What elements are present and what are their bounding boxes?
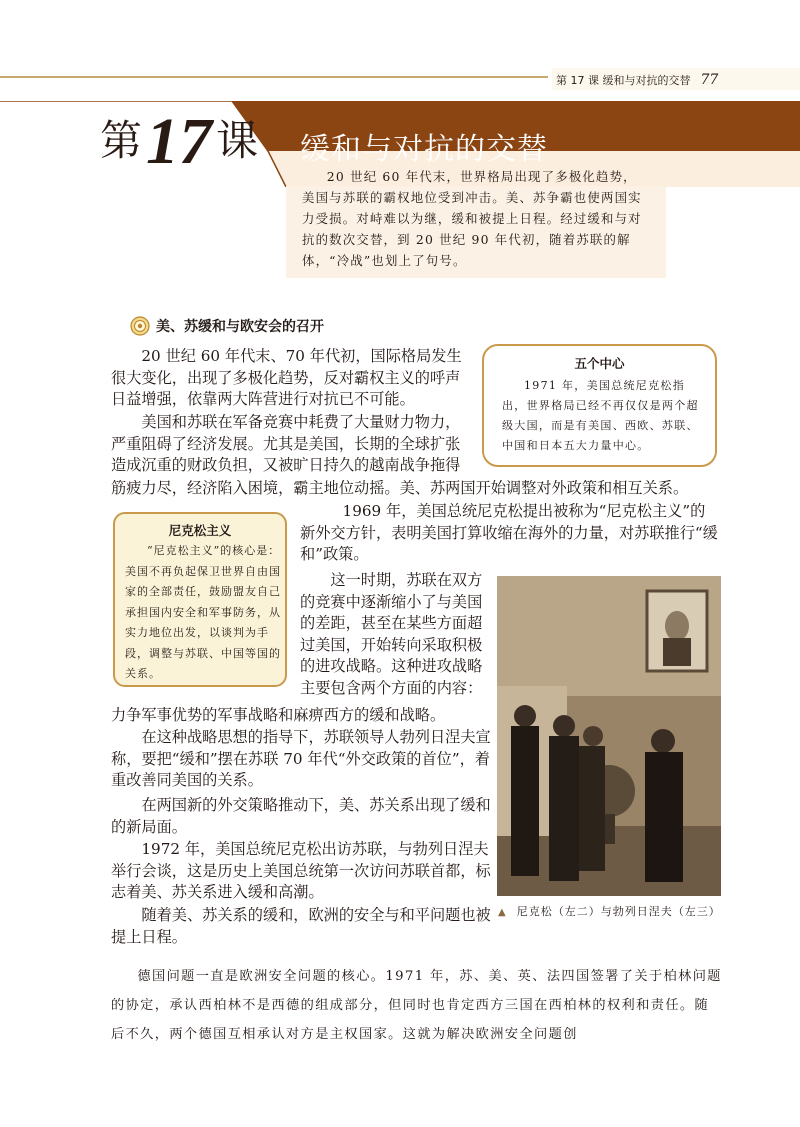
paragraph: 随着美、苏关系的缓和，欧洲的安全与和平问题也被提上日程。	[111, 906, 491, 946]
sidebar-title: 五个中心	[574, 356, 625, 371]
paragraph: 筋疲力尽，经济陷入困境，霸主地位动摇。美、苏两国开始调整对外政策和相互关系。	[111, 479, 689, 497]
paragraph: 美国和苏联在军备竞赛中耗费了大量财力物力，严重阻碍了经济发展。尤其是美国，长期的全球扩张造成沉重的财政负担，又被旷日持久的越南战争拖得	[111, 413, 461, 474]
lesson-prefix: 第	[100, 116, 143, 165]
photo-caption	[498, 903, 721, 919]
paragraph: 1969 年，美国总统尼克松提出被称为“尼克松主义”的新外交方针，表明美国打算收缩在海外的力量，对苏联推行“缓和”政策。	[300, 502, 718, 563]
lesson-title: 缓和与对抗的交替	[300, 132, 548, 167]
header-rule	[0, 76, 548, 78]
running-header	[552, 68, 800, 90]
intro-text: 20 世纪 60 年代末，世界格局出现了多极化趋势，美国与苏联的霸权地位受到冲击。美、苏争霸也使两国实力受损。对峙难以为继，缓和被提上日程。经过缓和与对抗的数次交替，到 20 世纪 90 年代初，随着苏联的解体，“冷战”也划上了句号。	[302, 169, 642, 268]
sidebar-nixon-doctrine	[113, 512, 287, 687]
caption-marker-icon: ▲	[498, 907, 507, 918]
sidebar-title: 尼克松主义	[168, 523, 232, 538]
paragraph: 1972 年，美国总统尼克松出访苏联，与勃列日涅夫举行会谈，这是历史上美国总统第一次访问苏联首都，标志着美、苏关系进入缓和高潮。	[111, 840, 491, 901]
lesson-number-value: 17	[146, 105, 213, 178]
historical-photo	[497, 576, 721, 896]
section-heading-text: 美、苏缓和与欧安会的召开	[156, 319, 324, 335]
paragraph: 在两国新的外交策略推动下，美、苏关系出现了缓和的新局面。	[111, 796, 491, 836]
paragraph: 德国问题一直是欧洲安全问题的核心。1971 年，苏、美、英、法四国签署了关于柏林问题的协定，承认西柏林不是西德的组成部分，但同时也肯定西方三国在西柏林的权利和责任。随后不久，两个德国互相承认对方是主权国家。这就为解决欧洲安全问题创	[111, 969, 722, 1042]
caption-text: 尼克松（左二）与勃列日涅夫（左三）	[516, 905, 721, 918]
paragraph: 力争军事优势的军事战略和麻痹西方的缓和战略。	[111, 706, 446, 724]
lesson-number	[100, 104, 259, 178]
lesson-reference: 第 17 课 缓和与对抗的交替	[556, 74, 691, 87]
lesson-suffix: 课	[216, 116, 259, 165]
sidebar-five-centers	[482, 344, 717, 467]
paragraph: 20 世纪 60 年代末、70 年代初，国际格局发生很大变化，出现了多极化趋势，反对霸权主义的呼声日益增强，依靠两大阵营进行对抗已不可能。	[111, 347, 462, 408]
paragraph: 在这种战略思想的指导下，苏联领导人勃列日涅夫宣称，要把“缓和”摆在苏联 70 年代“外交政策的首位”，着重改善同美国的关系。	[111, 728, 491, 789]
sidebar-text: “尼克松主义”的核心是：美国不再负起保卫世界自由国家的全部责任，鼓励盟友自己承担国内安全和军事防务，从实力地位出发，以谈判为手段，调整与苏联、中国等国的关系。	[125, 544, 281, 680]
emblem-icon	[130, 316, 150, 336]
page-number: 77	[700, 72, 719, 88]
section-heading	[130, 316, 324, 336]
sidebar-text: 1971 年，美国总统尼克松指出，世界格局已经不再仅仅是两个超级大国，而是有美国、西欧、苏联、中国和日本五大力量中心。	[502, 379, 699, 452]
paragraph: 这一时期，苏联在双方的竞赛中逐渐缩小了与美国的差距，甚至在某些方面超过美国，开始转向采取积极的进攻战略。这种进攻战略主要包含两个方面的内容：	[300, 571, 483, 697]
